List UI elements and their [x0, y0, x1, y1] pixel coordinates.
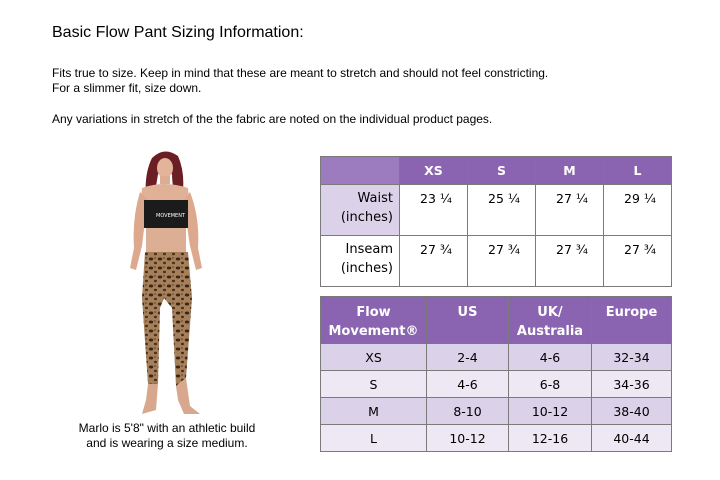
- table-cell: 27 ¾: [536, 236, 604, 287]
- intro-line: For a slimmer fit, size down.: [52, 81, 202, 95]
- caption-line: and is wearing a size medium.: [86, 436, 248, 450]
- table-header-row: [321, 157, 672, 185]
- intro-line: Fits true to size. Keep in mind that these are meant to stretch and should not feel constricting.: [52, 66, 549, 80]
- table-cell: 27 ¼: [536, 185, 604, 236]
- header-size: S: [468, 157, 536, 185]
- header-size: XS: [400, 157, 468, 185]
- table-cell: 27 ¾: [468, 236, 536, 287]
- table-cell: 4-6: [509, 344, 592, 371]
- caption-line: Marlo is 5'8" with an athletic build: [78, 421, 256, 435]
- table-cell: 10-12: [509, 398, 592, 425]
- row-label: Waist (inches): [321, 185, 400, 236]
- table-cell: 8-10: [427, 398, 509, 425]
- table-cell: 6-8: [509, 371, 592, 398]
- table-row: [321, 185, 672, 236]
- intro-text: [52, 66, 548, 96]
- table-header-row: [321, 297, 672, 344]
- table-cell: 10-12: [427, 425, 509, 452]
- page-title: Basic Flow Pant Sizing Information:: [52, 24, 304, 41]
- table-cell: 4-6: [427, 371, 509, 398]
- table-cell: S: [321, 371, 427, 398]
- table-cell: 32-34: [592, 344, 672, 371]
- table-cell: 40-44: [592, 425, 672, 452]
- table-cell: L: [321, 425, 427, 452]
- header-flow-movement: Flow Movement®: [321, 297, 427, 344]
- header-europe: Europe: [592, 297, 672, 344]
- table-row: [321, 425, 672, 452]
- table-cell: 27 ¾: [400, 236, 468, 287]
- table-row: [321, 236, 672, 287]
- table-cell: 27 ¾: [604, 236, 672, 287]
- table-cell: 34-36: [592, 371, 672, 398]
- table-cell: 38-40: [592, 398, 672, 425]
- model-caption: [60, 421, 274, 451]
- header-size: L: [604, 157, 672, 185]
- header-uk-australia: UK/ Australia: [509, 297, 592, 344]
- table-row: [321, 371, 672, 398]
- header-corner: [321, 157, 400, 185]
- header-us: US: [427, 297, 509, 344]
- table-row: [321, 344, 672, 371]
- table-cell: XS: [321, 344, 427, 371]
- row-label: Inseam (inches): [321, 236, 400, 287]
- header-size: M: [536, 157, 604, 185]
- measurements-table: [320, 156, 672, 287]
- table-cell: M: [321, 398, 427, 425]
- table-row: [321, 398, 672, 425]
- table-cell: 12-16: [509, 425, 592, 452]
- table-cell: 25 ¼: [468, 185, 536, 236]
- stretch-note: Any variations in stretch of the the fabric are noted on the individual product pages.: [52, 112, 493, 126]
- table-cell: 29 ¼: [604, 185, 672, 236]
- shirt-logo: MOVEMENT: [156, 213, 186, 219]
- table-cell: 2-4: [427, 344, 509, 371]
- model-photo: [112, 148, 222, 420]
- size-conversion-table: [320, 296, 672, 452]
- table-cell: 23 ¼: [400, 185, 468, 236]
